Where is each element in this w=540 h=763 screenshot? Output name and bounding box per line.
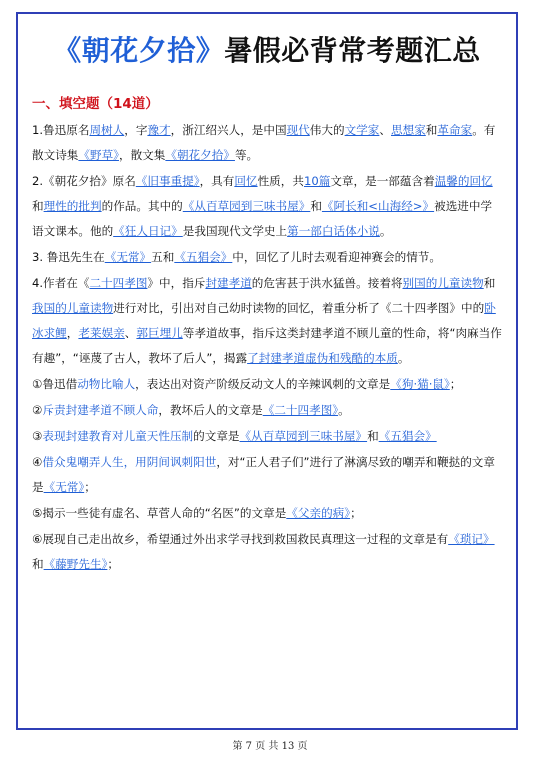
- question-text: 3. 鲁迅先生在: [32, 250, 105, 264]
- answer-text: 10篇: [303, 174, 331, 188]
- answer-text: 现代: [286, 123, 310, 137]
- question-text: 和: [425, 123, 438, 137]
- question-text: ；: [107, 557, 119, 571]
- question-text: 。有散文诗集: [32, 123, 496, 162]
- question-text: 和: [367, 429, 379, 443]
- question-item: [32, 245, 502, 270]
- answer-text: 《从百草园到三味书屋》: [239, 429, 368, 443]
- question-text: 。: [397, 351, 410, 365]
- question-item: [32, 398, 502, 423]
- question-text: ②: [32, 403, 43, 417]
- answer-text: 《狗·猫·鼠》: [390, 377, 450, 391]
- question-text: ，表达出对资产阶级反动文人的辛辣讽刺的文章是: [135, 377, 391, 391]
- keyword-text: 动物比喻人: [77, 377, 136, 391]
- answer-text: 封建孝道: [205, 276, 252, 290]
- title-book-name: 《朝花夕拾》: [53, 34, 225, 67]
- question-item: [32, 424, 502, 449]
- question-text: ，: [66, 326, 79, 340]
- answer-text: 《五猖会》: [174, 250, 233, 264]
- keyword-text: 斥责封建孝道不顾人命: [42, 403, 159, 417]
- question-item: [32, 271, 502, 371]
- question-text: 的危害甚于洪水猛兽。接着将: [251, 276, 403, 290]
- question-text: ，字: [124, 123, 148, 137]
- question-text: 。: [379, 224, 392, 238]
- question-text: ；: [84, 480, 96, 494]
- answer-text: 文学家: [344, 123, 380, 137]
- answer-text: 《狂人日记》: [113, 224, 183, 238]
- answer-text: 理性的批判: [43, 199, 102, 213]
- question-list: [32, 118, 502, 577]
- question-text: 和: [32, 557, 44, 571]
- answer-text: 豫才: [147, 123, 171, 137]
- question-item: [32, 118, 502, 168]
- answer-text: 了封建孝道虚伪和残酷的本质: [247, 351, 398, 365]
- answer-text: 我国的儿童读物: [32, 301, 114, 315]
- question-text: ⑤揭示一些徒有虚名、草菅人命的“名医”的文章是: [32, 506, 287, 520]
- answer-text: 别国的儿童读物: [402, 276, 484, 290]
- page-footer: 第 7 页 共 13 页: [232, 741, 308, 752]
- question-text: 伟大的: [309, 123, 345, 137]
- question-text: ③: [32, 429, 43, 443]
- answer-text: 《朝花夕拾》: [165, 148, 235, 162]
- question-text: 1.鲁迅原名: [32, 123, 90, 137]
- answer-text: 温馨的回忆: [434, 174, 493, 188]
- answer-text: 《父亲的病》: [286, 506, 351, 520]
- question-text: ⑥展现自己走出故乡，希望通过外出求学寻找到救国救民真理这一过程的文章是有: [32, 532, 449, 546]
- answer-text: 《五猖会》: [378, 429, 437, 443]
- question-text: 4.作者在《: [32, 276, 90, 290]
- question-text: 、: [379, 123, 391, 137]
- answer-text: 《阿长和<山海经>》: [321, 199, 435, 213]
- question-text: 》中，指斥: [147, 276, 206, 290]
- question-text: 进行对比，引出对自己幼时读物的回忆，着重分析了《二十四孝图》中的: [113, 301, 485, 315]
- question-text: 中，回忆了儿时去观看迎神赛会的情节。: [232, 250, 441, 264]
- question-text: 和: [32, 199, 44, 213]
- question-text: 的文章是: [193, 429, 240, 443]
- page-frame: [16, 12, 518, 730]
- question-item: [32, 527, 502, 577]
- question-item: [32, 450, 502, 500]
- answer-text: 回忆: [234, 174, 258, 188]
- section-heading: 一、填空题（14道）: [32, 96, 159, 112]
- question-item: [32, 372, 502, 397]
- answer-text: 老莱娱亲: [78, 326, 125, 340]
- question-text: 。: [338, 403, 350, 417]
- keyword-text: 表现封建教育对儿童天性压制: [42, 429, 194, 443]
- title-subject: 暑假必背常考题汇总: [224, 34, 481, 67]
- answer-text: 《无常》: [43, 480, 85, 494]
- question-text: ，教坏后人的文章是: [158, 403, 263, 417]
- question-text: ，具有: [199, 174, 235, 188]
- answer-text: 卧冰求鲤: [32, 301, 496, 340]
- answer-text: 《琐记》: [448, 532, 495, 546]
- question-item: [32, 501, 502, 526]
- question-text: 等。: [234, 148, 259, 162]
- question-text: 等孝道故事，指斥这类封建孝道不顾儿童的性命，将“肉麻当作有趣”，“诬蔑了古人，教坏了后人”，揭露: [32, 326, 502, 365]
- question-text: 2.《朝花夕拾》原名: [32, 174, 136, 188]
- question-text: ，散文集: [118, 148, 166, 162]
- answer-text: 《旧事重提》: [135, 174, 200, 188]
- question-text: ④: [32, 455, 43, 469]
- question-text: 被选进中学语文课本。他的: [32, 199, 493, 238]
- answer-text: 《野草》: [78, 148, 119, 162]
- answer-text: 周树人: [89, 123, 125, 137]
- question-text: 和: [310, 199, 322, 213]
- answer-text: 《从百草园到三味书屋》: [182, 199, 311, 213]
- question-text: ；: [449, 377, 462, 391]
- content-body: [18, 92, 516, 577]
- answer-text: 革命家: [437, 123, 473, 137]
- answer-text: 郭巨埋儿: [136, 326, 183, 340]
- answer-text: 《无常》: [104, 250, 152, 264]
- page-title: [18, 14, 516, 88]
- question-text: ；: [350, 506, 362, 520]
- question-text: ，对“正人君子们”进行了淋漓尽致的嘲弄和鞭挞的文章是: [32, 455, 495, 494]
- answer-text: 《藤野先生》: [43, 557, 108, 571]
- question-text: 的作品。其中的: [101, 199, 183, 213]
- keyword-text: 借众鬼嘲弄人生，用阴间讽刺阳世: [42, 455, 217, 469]
- question-text: 五和: [151, 250, 175, 264]
- question-text: 文章，是一部蕴含着: [330, 174, 435, 188]
- question-item: [32, 169, 502, 244]
- question-text: 性质，共: [257, 174, 304, 188]
- question-text: 和: [483, 276, 496, 290]
- answer-text: 第一部白话体小说: [287, 224, 380, 238]
- answer-text: 二十四孝图: [89, 276, 148, 290]
- question-text: 是我国现代文学史上: [182, 224, 288, 238]
- question-text: 、: [124, 326, 137, 340]
- question-text: ，浙江绍兴人，是中国: [170, 123, 287, 137]
- question-text: ①鲁迅借: [32, 377, 78, 391]
- answer-text: 思想家: [391, 123, 426, 137]
- answer-text: 《二十四孝图》: [262, 403, 339, 417]
